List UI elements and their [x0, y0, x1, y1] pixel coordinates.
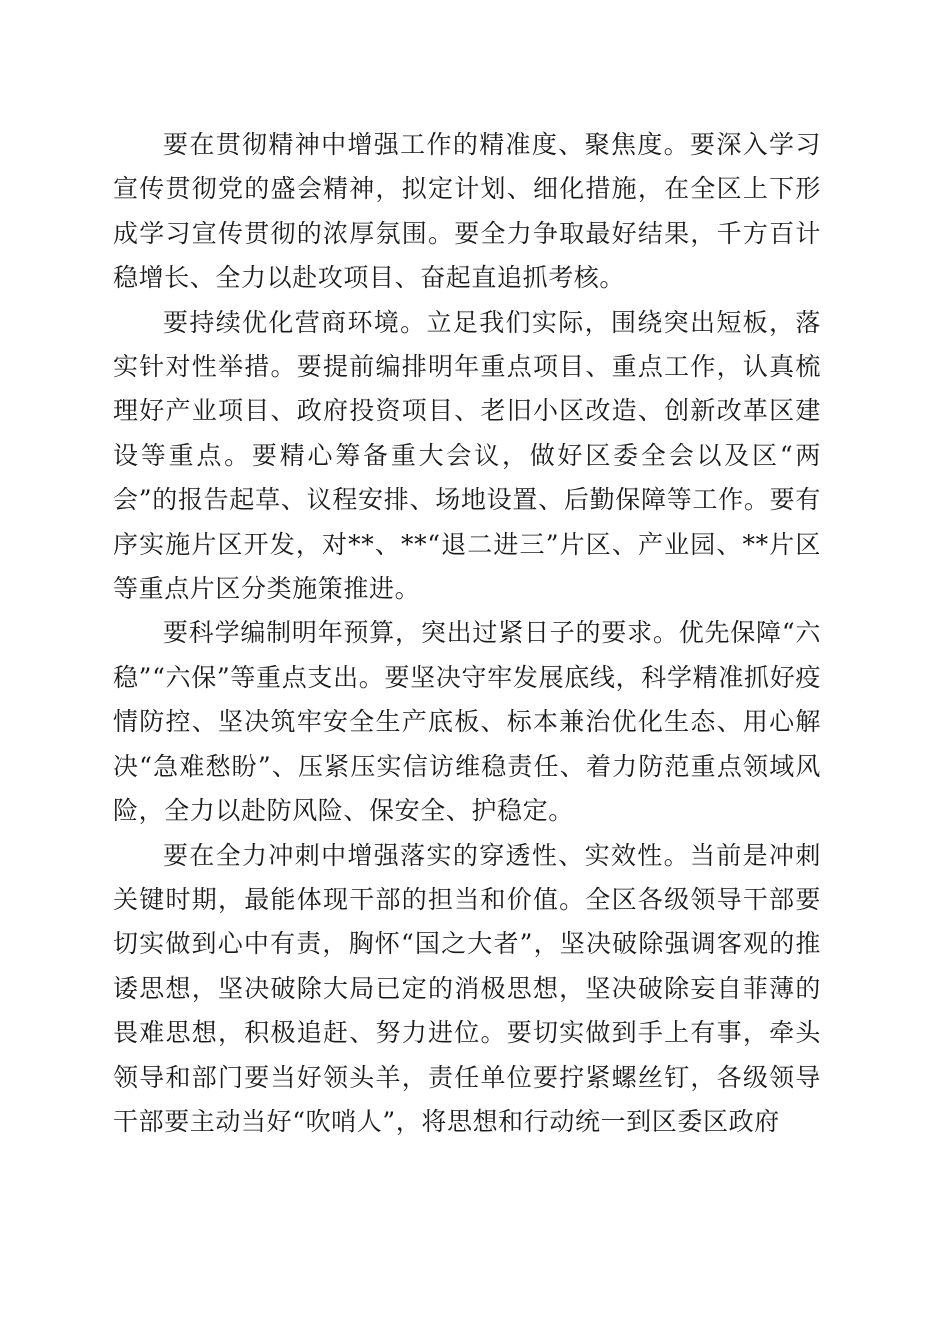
paragraph-4: 要在全力冲刺中增强落实的穿透性、实效性。当前是冲刺关键时期，最能体现干部的担当和价值。全区各级领导干部要切实做到心中有责，胸怀“国之大者”，坚决破除强调客观的推诿思想，坚决破除大局已定的消极思想，坚决破除妄自菲薄的畏难思想，积极追赶、努力进位。要切实做到手上有事，牵头领导和部门要当好领头羊，责任单位要拧紧螺丝钉，各级领导干部要主动当好“吹哨人”，将思想和行动统一到区委区政府	[113, 840, 821, 1136]
document-body	[113, 123, 821, 1144]
paragraph-1: 要在贯彻精神中增强工作的精准度、聚焦度。要深入学习宣传贯彻党的盛会精神，拟定计划、细化措施，在全区上下形成学习宣传贯彻的浓厚氛围。要全力争取最好结果，千方百计稳增长、全力以赴攻项目、奋起直追抓考核。	[113, 130, 821, 293]
paragraph-3: 要科学编制明年预算，突出过紧日子的要求。优先保障“六稳”“六保”等重点支出。要坚决守牢发展底线，科学精准抓好疫情防控、坚决筑牢安全生产底板、标本兼治优化生态、用心解决“急难愁盼”、压紧压实信访维稳责任、着力防范重点领域风险，全力以赴防风险、保安全、护稳定。	[113, 618, 821, 826]
paragraph-2: 要持续优化营商环境。立足我们实际，围绕突出短板，落实针对性举措。要提前编排明年重点项目、重点工作，认真梳理好产业项目、政府投资项目、老旧小区改造、创新改革区建设等重点。要精心筹备重大会议，做好区委全会以及区“两会”的报告起草、议程安排、场地设置、后勤保障等工作。要有序实施片区开发，对**、**“退二进三”片区、产业园、**片区等重点片区分类施策推进。	[113, 307, 821, 604]
